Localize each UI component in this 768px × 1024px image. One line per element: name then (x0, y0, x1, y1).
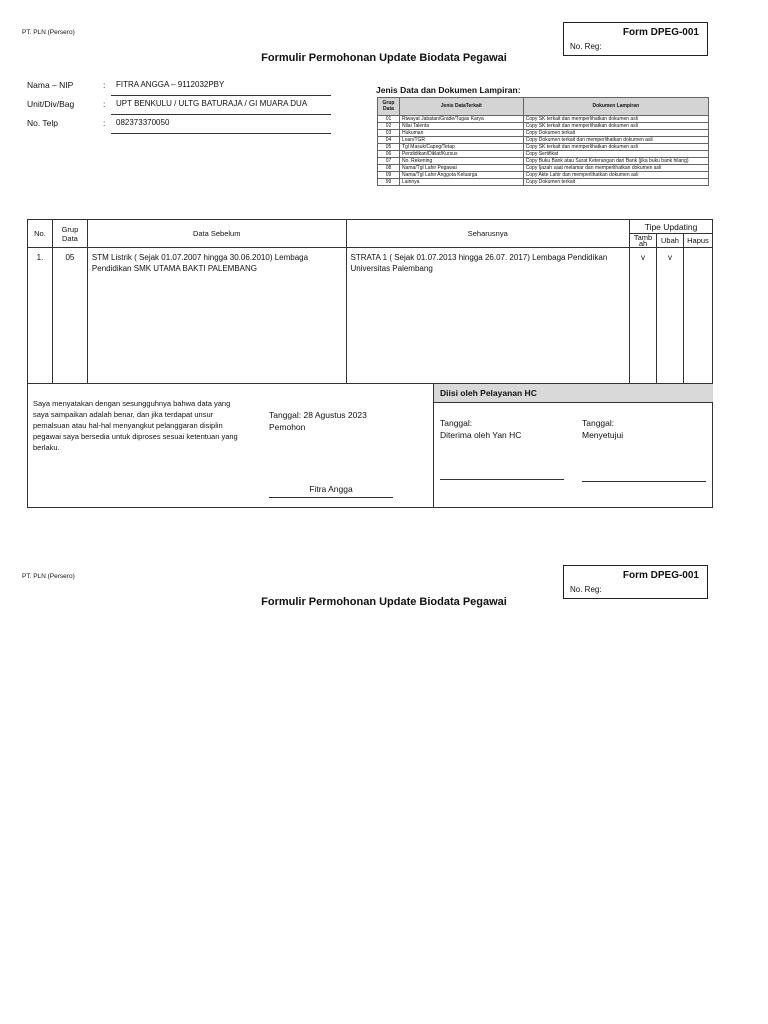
lampiran-dokumen: Copy SK terkait dan memperlihatkan dokumen asli (523, 123, 708, 130)
hc-right-tanggal: Tanggal: (582, 418, 615, 428)
update-table (27, 219, 713, 384)
lampiran-row (378, 137, 709, 144)
tanggal-pemohon: Tanggal: 28 Agustus 2023 (269, 410, 367, 420)
lampiran-row (378, 179, 709, 186)
info-colon: : (103, 99, 106, 109)
info-value-unit: UPT BENKULU / ULTG BATURAJA / GI MUARA DUA (116, 99, 308, 108)
lampiran-jenis: Tgl Masuk/Capeg/Tetap (399, 144, 523, 151)
lampiran-code: 99 (378, 179, 400, 186)
lampiran-jenis: Hukuman (399, 130, 523, 137)
row-sebelum: STM Listrik ( Sejak 01.07.2007 hingga 30.06.2010) Lembaga Pendidikan SMK UTAMA BAKTI PALEMBANG (87, 248, 346, 384)
company-name: PT. PLN (Persero) (22, 573, 75, 580)
info-value-telp: 082373370050 (116, 118, 170, 127)
lampiran-row (378, 165, 709, 172)
form-code-box (563, 565, 708, 599)
lampiran-row (378, 151, 709, 158)
lampiran-code: 03 (378, 130, 400, 137)
lampiran-row (378, 158, 709, 165)
info-label-telp: No. Telp (27, 118, 59, 128)
lampiran-code: 02 (378, 123, 400, 130)
header-grup: Grup Data (52, 220, 87, 248)
lampiran-jenis: Lainnya (399, 179, 523, 186)
row-hapus (683, 248, 712, 384)
signer-name: Fitra Angga (309, 484, 353, 494)
signature-line (269, 497, 393, 498)
lampiran-jenis: Riwayat Jabatan/Grade/Tugas Karya (399, 116, 523, 123)
info-colon: : (103, 118, 106, 128)
lampiran-dokumen: Copy Akte Lahir dan memperlihatkan dokumen asli (523, 172, 708, 179)
no-reg-label: No. Reg: (570, 585, 602, 594)
lampiran-code: 06 (378, 151, 400, 158)
header-tipe-updating: Tipe Updating (630, 220, 713, 234)
lampiran-row (378, 144, 709, 151)
header-sebelum: Data Sebelum (87, 220, 346, 248)
lampiran-dokumen: Copy Ijazah saat melamar dan memperlihatkan dokumen asli (523, 165, 708, 172)
hc-right-signature-line (582, 481, 706, 482)
lampiran-header-grup: Grup Data (378, 98, 400, 116)
lampiran-row (378, 130, 709, 137)
header-tambah: Tamb ah (630, 234, 657, 248)
form-code-box (563, 22, 708, 56)
lampiran-header-jenis: Jenis DataTerkait (399, 98, 523, 116)
hc-right-label: Menyetujui (582, 430, 624, 440)
row-tambah: v (630, 248, 657, 384)
info-label-nama: Nama – NIP (27, 80, 74, 90)
lampiran-dokumen: Copy SK terkait dan memperlihatkan dokumen asli (523, 144, 708, 151)
company-name: PT. PLN (Persero) (22, 29, 75, 36)
lampiran-code: 07 (378, 158, 400, 165)
header-ubah: Ubah (656, 234, 683, 248)
hc-title: Diisi oleh Pelayanan HC (434, 384, 713, 403)
lampiran-jenis: Nama/Tgl Lahir Pegawai (399, 165, 523, 172)
hc-left-label: Diterima oleh Yan HC (440, 430, 522, 440)
info-label-unit: Unit/Div/Bag (27, 99, 75, 109)
lampiran-code: 05 (378, 144, 400, 151)
lampiran-row (378, 116, 709, 123)
hc-left-tanggal: Tanggal: (440, 418, 473, 428)
lampiran-dokumen: Copy Dokumen terkait (523, 130, 708, 137)
lampiran-code: 01 (378, 116, 400, 123)
lampiran-dokumen: Copy Dokumen terkait (523, 179, 708, 186)
info-underline (111, 133, 331, 134)
form-code: Form DPEG-001 (622, 27, 699, 38)
lampiran-dokumen: Copy Buku Bank atau Surat Keterangan dari Bank (jika buku bank hilang) (523, 158, 708, 165)
lampiran-code: 04 (378, 137, 400, 144)
header-seharusnya: Seharusnya (346, 220, 630, 248)
hc-box (433, 384, 713, 508)
pemohon-label: Pemohon (269, 422, 306, 432)
info-colon: : (103, 80, 106, 90)
row-ubah: v (656, 248, 683, 384)
signature-section (27, 383, 713, 508)
row-seharusnya: STRATA 1 ( Sejak 01.07.2013 hingga 26.07. 2017) Lembaga Pendidikan Universitas Palembang (346, 248, 630, 384)
info-underline (111, 95, 331, 96)
declaration-text: Saya menyatakan dengan sesungguhnya bahwa data yang saya sampaikan adalah benar, dan jika terdapat unsur pemalsuan atau hal-hal menyangkut pelanggaran disiplin pegawai saya bersedia untuk diproses sesuai ketentuan yang berlaku. (33, 399, 238, 452)
lampiran-jenis: No. Rekening (399, 158, 523, 165)
lampiran-dokumen: Copy Dokumen terkait dan memperlihatkan dokumen asli (523, 137, 708, 144)
lampiran-jenis: Nilai Talenta (399, 123, 523, 130)
lampiran-code: 08 (378, 165, 400, 172)
lampiran-dokumen: Copy Sertifikat (523, 151, 708, 158)
lampiran-title: Jenis Data dan Dokumen Lampiran: (376, 85, 521, 95)
lampiran-dokumen: Copy SK terkait dan memperlihatkan dokumen asli (523, 116, 708, 123)
row-grup: 05 (52, 248, 87, 384)
page-title: Formulir Permohonan Update Biodata Pegawai (261, 596, 507, 608)
page-title: Formulir Permohonan Update Biodata Pegawai (261, 52, 507, 64)
no-reg-label: No. Reg: (570, 42, 602, 51)
header-hapus: Hapus (683, 234, 712, 248)
lampiran-code: 09 (378, 172, 400, 179)
header-no: No. (28, 220, 53, 248)
table-row (28, 248, 713, 384)
lampiran-row (378, 123, 709, 130)
lampiran-jenis: Loan/TGR (399, 137, 523, 144)
info-value-nama: FITRA ANGGA – 9112032PBY (116, 80, 225, 89)
lampiran-header-dokumen: Dokumen Lampiran (523, 98, 708, 116)
lampiran-jenis: Nama/Tgl Lahir Anggota Keluarga (399, 172, 523, 179)
lampiran-row (378, 172, 709, 179)
form-code: Form DPEG-001 (622, 570, 699, 581)
lampiran-table (377, 97, 709, 186)
row-no: 1. (28, 248, 53, 384)
hc-left-signature-line (440, 479, 564, 480)
lampiran-jenis: Pendidikan/Diklat/Kursus (399, 151, 523, 158)
info-underline (111, 114, 331, 115)
